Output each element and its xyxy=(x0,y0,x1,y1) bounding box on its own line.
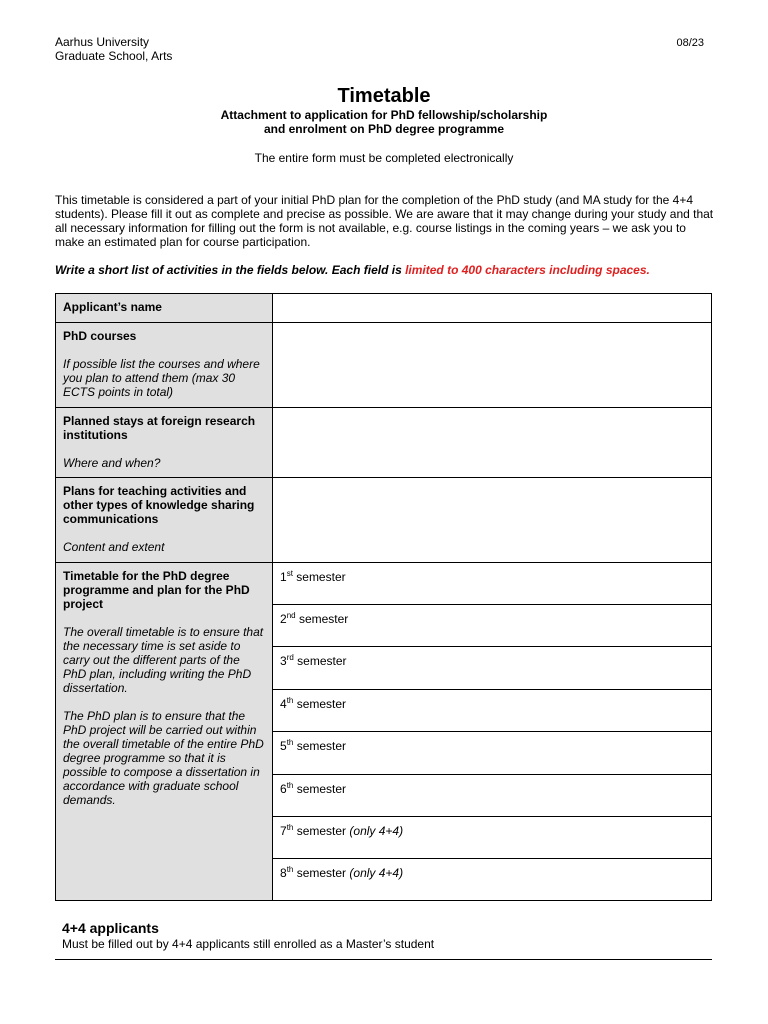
foreign-stays-field[interactable] xyxy=(273,408,712,478)
label-foreign-stays xyxy=(56,408,273,478)
semester-2-field[interactable] xyxy=(273,605,712,647)
label-timetable xyxy=(56,563,273,901)
institution-name: Aarhus University xyxy=(55,35,150,49)
semester-8-num: 8 xyxy=(280,866,287,880)
intro-paragraph: This timetable is considered a part of your initial PhD plan for the completion of the PhD study (and MA study for the 4+4 students). Please fill it out as complete and precise as possible. We are aware that it may change during your study and that all necessary information for filling out the form is not available, e.g. course listings in the coming years – we ask you to make an estimated plan for course participation. xyxy=(55,193,714,249)
semester-2-label: semester xyxy=(298,612,349,626)
instruction-limit: limited to 400 characters including spaces. xyxy=(405,263,650,277)
label-applicant-name xyxy=(56,294,273,323)
applicant-name-field[interactable] xyxy=(273,294,712,323)
semester-1-num: 1 xyxy=(280,570,287,584)
semester-8-label: semester xyxy=(296,866,347,880)
applicant-name-label: Applicant’s name xyxy=(63,300,162,314)
semester-8-note: (only 4+4) xyxy=(349,866,404,880)
timetable-form xyxy=(55,293,712,901)
semester-5-num: 5 xyxy=(280,739,287,753)
semester-7-suffix: th xyxy=(286,823,294,832)
semester-7-label: semester xyxy=(296,824,347,838)
semester-2-suffix: nd xyxy=(286,611,296,620)
timetable-hint-2: The PhD plan is to ensure that the PhD project will be carried out within the overall timetable of the entire PhD degree programme so that it is possible to compose a dissertation in accordance with graduate school demands. xyxy=(63,709,264,807)
semester-3-num: 3 xyxy=(280,654,287,668)
semester-5-suffix: th xyxy=(286,738,294,747)
document-header xyxy=(55,35,172,63)
row-teaching xyxy=(56,478,712,563)
semester-7-field[interactable] xyxy=(273,817,712,859)
semester-1-field[interactable] xyxy=(273,563,712,605)
label-teaching xyxy=(56,478,273,563)
instruction-text xyxy=(55,263,715,277)
timetable-hint-1: The overall timetable is to ensure that the necessary time is set aside to carry out the different parts of the PhD plan, including writing the PhD dissertation. xyxy=(63,625,264,695)
semester-5-field[interactable] xyxy=(273,732,712,775)
semester-6-suffix: th xyxy=(286,781,294,790)
section-4-4-title: 4+4 applicants xyxy=(62,920,159,936)
teaching-label: Plans for teaching activities and other types of knowledge sharing communications xyxy=(63,484,255,526)
semester-7-num: 7 xyxy=(280,824,287,838)
semester-4-label: semester xyxy=(296,697,347,711)
phd-courses-field[interactable] xyxy=(273,323,712,408)
semester-4-num: 4 xyxy=(280,697,287,711)
semester-6-label: semester xyxy=(296,782,347,796)
teaching-hint: Content and extent xyxy=(63,540,165,554)
subtitle-line-2: and enrolment on PhD degree programme xyxy=(263,122,505,136)
timetable-label: Timetable for the PhD degree programme and plan for the PhD project xyxy=(63,569,250,611)
foreign-stays-hint: Where and when? xyxy=(63,456,161,470)
instruction-main: Write a short list of activities in the fields below. Each field is xyxy=(55,263,406,277)
title-block xyxy=(0,84,768,165)
semester-3-label: semester xyxy=(297,654,347,668)
semester-3-field[interactable] xyxy=(273,647,712,690)
semester-2-num: 2 xyxy=(280,612,287,626)
section-4-4-applicants xyxy=(55,920,712,960)
semester-1-suffix: st xyxy=(286,569,293,578)
label-phd-courses xyxy=(56,323,273,408)
page-title: Timetable xyxy=(337,85,431,107)
subtitle-line-1: Attachment to application for PhD fellowship/scholarship xyxy=(220,108,548,122)
semester-4-field[interactable] xyxy=(273,690,712,732)
row-semester-1 xyxy=(56,563,712,605)
row-foreign-stays xyxy=(56,408,712,478)
section-4-4-subtitle: Must be filled out by 4+4 applicants still enrolled as a Master’s student xyxy=(62,937,435,951)
form-version: 08/23 xyxy=(676,37,704,49)
semester-5-label: semester xyxy=(296,739,347,753)
foreign-stays-label: Planned stays at foreign research institutions xyxy=(63,414,256,442)
semester-8-field[interactable] xyxy=(273,859,712,901)
teaching-field[interactable] xyxy=(273,478,712,563)
semester-6-field[interactable] xyxy=(273,775,712,817)
semester-3-suffix: rd xyxy=(286,653,294,662)
phd-courses-label: PhD courses xyxy=(63,329,137,343)
semester-1-label: semester xyxy=(296,570,346,584)
row-phd-courses xyxy=(56,323,712,408)
semester-7-note: (only 4+4) xyxy=(349,824,404,838)
row-applicant-name xyxy=(56,294,712,323)
completion-note: The entire form must be completed electronically xyxy=(254,151,514,165)
semester-6-num: 6 xyxy=(280,782,287,796)
semester-8-suffix: th xyxy=(286,865,294,874)
phd-courses-hint: If possible list the courses and where you plan to attend them (max 30 ECTS points in total) xyxy=(63,357,260,399)
semester-4-suffix: th xyxy=(286,696,294,705)
school-name: Graduate School, Arts xyxy=(55,49,173,63)
